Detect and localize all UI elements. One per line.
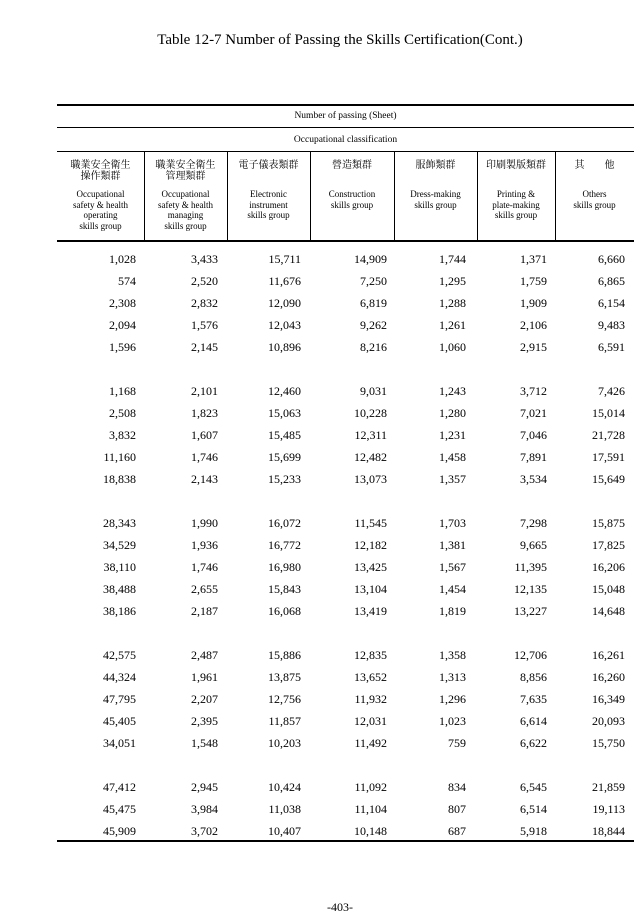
table-cell: 15,233 — [268, 472, 301, 486]
table-cell: 1,961 — [191, 670, 218, 684]
table-cell: 1,607 — [191, 428, 218, 442]
table-cell: 11,160 — [103, 450, 136, 464]
table-cell: 12,135 — [514, 582, 547, 596]
table-cell: 1,371 — [520, 252, 547, 266]
table-cell: 1,280 — [439, 406, 466, 420]
table-cell: 807 — [448, 802, 466, 816]
table-cell: 6,660 — [598, 252, 625, 266]
table-cell: 16,068 — [268, 604, 301, 618]
table-row — [57, 512, 634, 534]
table-cell: 19,113 — [592, 802, 625, 816]
table-cell: 34,051 — [103, 736, 136, 750]
table-cell: 1,746 — [191, 450, 218, 464]
table-cell: 7,891 — [520, 450, 547, 464]
table-cell: 2,520 — [191, 274, 218, 288]
table-cell: 14,648 — [592, 604, 625, 618]
table-cell: 1,296 — [439, 692, 466, 706]
column-header-en: Construction skills group — [328, 189, 376, 210]
table-cell: 2,207 — [191, 692, 218, 706]
table-cell: 9,262 — [360, 318, 387, 332]
page-number: -403- — [327, 900, 353, 914]
table-cell: 18,844 — [592, 824, 625, 838]
table-cell: 1,358 — [439, 648, 466, 662]
table-cell: 1,909 — [520, 296, 547, 310]
table-cell: 47,795 — [103, 692, 136, 706]
table-cell: 1,288 — [439, 296, 466, 310]
table-cell: 11,545 — [354, 516, 387, 530]
table-cell: 42,575 — [103, 648, 136, 662]
table-cell: 3,984 — [191, 802, 218, 816]
unit-label: Number of passing (Sheet) — [294, 111, 397, 121]
table-row — [57, 534, 634, 556]
table-row — [57, 336, 634, 358]
table-cell: 6,514 — [520, 802, 547, 816]
table-cell: 1,313 — [439, 670, 466, 684]
table-row — [57, 402, 634, 424]
table-row — [57, 710, 634, 732]
table-cell: 9,665 — [520, 538, 547, 552]
table-cell: 12,756 — [268, 692, 301, 706]
column-header-en: Electronic instrument skills group — [247, 189, 290, 220]
table-cell: 5,918 — [520, 824, 547, 838]
table-cell: 16,206 — [592, 560, 625, 574]
table-cell: 3,534 — [520, 472, 547, 486]
table-row — [57, 380, 634, 402]
table-row — [57, 556, 634, 578]
table-cell: 834 — [448, 780, 466, 794]
column-header-en: Dress-making skills group — [410, 189, 461, 210]
column-divider — [555, 152, 556, 240]
table-cell: 2,308 — [109, 296, 136, 310]
column-header-zh: 營造類群 — [332, 160, 372, 171]
table-row — [57, 468, 634, 490]
table-cell: 15,711 — [268, 252, 301, 266]
table-cell: 2,655 — [191, 582, 218, 596]
table-row — [57, 820, 634, 842]
table-cell: 1,357 — [439, 472, 466, 486]
table-cell: 1,023 — [439, 714, 466, 728]
table-cell: 1,548 — [191, 736, 218, 750]
table-row — [57, 732, 634, 754]
table-cell: 38,110 — [103, 560, 136, 574]
column-divider — [310, 152, 311, 240]
table-cell: 7,298 — [520, 516, 547, 530]
table-cell: 21,859 — [592, 780, 625, 794]
table-cell: 1,823 — [191, 406, 218, 420]
table-cell: 3,702 — [191, 824, 218, 838]
table-cell: 13,073 — [354, 472, 387, 486]
table-cell: 10,896 — [268, 340, 301, 354]
column-header-zh: 印刷製版類群 — [486, 160, 546, 171]
table-cell: 12,835 — [354, 648, 387, 662]
table-cell: 38,186 — [103, 604, 136, 618]
table-row — [57, 578, 634, 600]
table-cell: 44,324 — [103, 670, 136, 684]
table-cell: 6,865 — [598, 274, 625, 288]
column-header-zh: 職業安全衛生 管理類群 — [155, 160, 216, 182]
table-cell: 12,182 — [354, 538, 387, 552]
table-cell: 12,031 — [354, 714, 387, 728]
table-cell: 7,250 — [360, 274, 387, 288]
table-cell: 14,909 — [354, 252, 387, 266]
table-cell: 13,227 — [514, 604, 547, 618]
table-cell: 7,046 — [520, 428, 547, 442]
table-cell: 47,412 — [103, 780, 136, 794]
table-cell: 1,744 — [439, 252, 466, 266]
table-cell: 574 — [118, 274, 136, 288]
column-header-en: Occupational safety & health operating skills group — [73, 189, 128, 231]
table-cell: 15,699 — [268, 450, 301, 464]
column-header-en: Others skills group — [573, 189, 616, 210]
table-bottom-rule — [57, 840, 634, 842]
column-header-en: Printing & plate-making skills group — [492, 189, 540, 220]
column-divider — [394, 152, 395, 240]
classification-label: Occupational classification — [293, 135, 398, 145]
table-top-rule — [57, 104, 634, 106]
table-cell: 10,148 — [354, 824, 387, 838]
table-cell: 15,485 — [268, 428, 301, 442]
table-cell: 15,843 — [268, 582, 301, 596]
table-cell: 20,093 — [592, 714, 625, 728]
table-cell: 13,875 — [268, 670, 301, 684]
table-cell: 16,261 — [592, 648, 625, 662]
table-cell: 17,591 — [592, 450, 625, 464]
table-cell: 15,063 — [268, 406, 301, 420]
table-cell: 16,260 — [592, 670, 625, 684]
table-cell: 15,014 — [592, 406, 625, 420]
table-row — [57, 798, 634, 820]
table-cell: 11,395 — [514, 560, 547, 574]
table-cell: 6,545 — [520, 780, 547, 794]
table-cell: 2,508 — [109, 406, 136, 420]
table-cell: 1,703 — [439, 516, 466, 530]
header-divider — [57, 127, 634, 128]
table-cell: 3,433 — [191, 252, 218, 266]
table-cell: 10,203 — [268, 736, 301, 750]
table-cell: 1,819 — [439, 604, 466, 618]
table-cell: 17,825 — [592, 538, 625, 552]
table-cell: 1,028 — [109, 252, 136, 266]
table-cell: 1,381 — [439, 538, 466, 552]
table-cell: 12,482 — [354, 450, 387, 464]
table-cell: 1,936 — [191, 538, 218, 552]
table-cell: 6,614 — [520, 714, 547, 728]
table-cell: 7,635 — [520, 692, 547, 706]
table-cell: 12,706 — [514, 648, 547, 662]
table-cell: 15,750 — [592, 736, 625, 750]
column-divider — [144, 152, 145, 240]
table-cell: 9,031 — [360, 384, 387, 398]
table-cell: 759 — [448, 736, 466, 750]
table-row — [57, 688, 634, 710]
table-cell: 15,649 — [592, 472, 625, 486]
table-cell: 8,856 — [520, 670, 547, 684]
header-bottom-rule — [57, 240, 634, 242]
table-cell: 687 — [448, 824, 466, 838]
table-cell: 2,395 — [191, 714, 218, 728]
table-cell: 2,945 — [191, 780, 218, 794]
table-cell: 9,483 — [598, 318, 625, 332]
table-cell: 12,311 — [354, 428, 387, 442]
table-cell: 7,021 — [520, 406, 547, 420]
table-cell: 15,048 — [592, 582, 625, 596]
table-cell: 1,454 — [439, 582, 466, 596]
table-cell: 13,652 — [354, 670, 387, 684]
column-header-en: Occupational safety & health managing skills group — [158, 189, 213, 231]
table-row — [57, 248, 634, 270]
table-cell: 11,038 — [268, 802, 301, 816]
table-cell: 16,980 — [268, 560, 301, 574]
table-cell: 16,349 — [592, 692, 625, 706]
column-divider — [477, 152, 478, 240]
table-row — [57, 644, 634, 666]
table-cell: 11,092 — [354, 780, 387, 794]
table-cell: 10,228 — [354, 406, 387, 420]
table-cell: 12,043 — [268, 318, 301, 332]
page-title: Table 12-7 Number of Passing the Skills Certification(Cont.) — [157, 32, 523, 48]
table-cell: 2,832 — [191, 296, 218, 310]
table-cell: 1,261 — [439, 318, 466, 332]
table-cell: 2,145 — [191, 340, 218, 354]
table-cell: 16,772 — [268, 538, 301, 552]
table-cell: 11,676 — [268, 274, 301, 288]
table-row — [57, 424, 634, 446]
table-cell: 1,295 — [439, 274, 466, 288]
table-cell: 13,419 — [354, 604, 387, 618]
table-cell: 11,857 — [268, 714, 301, 728]
table-cell: 6,591 — [598, 340, 625, 354]
table-row — [57, 776, 634, 798]
table-cell: 11,492 — [354, 736, 387, 750]
table-cell: 15,886 — [268, 648, 301, 662]
table-row — [57, 666, 634, 688]
table-cell: 13,425 — [354, 560, 387, 574]
table-cell: 1,243 — [439, 384, 466, 398]
column-divider — [227, 152, 228, 240]
table-cell: 3,712 — [520, 384, 547, 398]
table-cell: 12,460 — [268, 384, 301, 398]
table-cell: 2,187 — [191, 604, 218, 618]
table-cell: 3,832 — [109, 428, 136, 442]
table-row — [57, 600, 634, 622]
table-cell: 34,529 — [103, 538, 136, 552]
table-cell: 6,819 — [360, 296, 387, 310]
table-cell: 45,475 — [103, 802, 136, 816]
table-cell: 2,094 — [109, 318, 136, 332]
table-row — [57, 446, 634, 468]
table-cell: 45,405 — [103, 714, 136, 728]
table-cell: 21,728 — [592, 428, 625, 442]
table-row — [57, 270, 634, 292]
table-cell: 16,072 — [268, 516, 301, 530]
table-cell: 1,990 — [191, 516, 218, 530]
table-cell: 2,143 — [191, 472, 218, 486]
table-cell: 10,407 — [268, 824, 301, 838]
table-cell: 6,622 — [520, 736, 547, 750]
table-cell: 6,154 — [598, 296, 625, 310]
table-cell: 1,567 — [439, 560, 466, 574]
table-cell: 10,424 — [268, 780, 301, 794]
table-cell: 38,488 — [103, 582, 136, 596]
table-cell: 1,231 — [439, 428, 466, 442]
column-header-zh: 服飾類群 — [415, 160, 456, 171]
table-cell: 1,576 — [191, 318, 218, 332]
table-cell: 2,915 — [520, 340, 547, 354]
table-row — [57, 314, 634, 336]
table-row — [57, 292, 634, 314]
table-cell: 2,101 — [191, 384, 218, 398]
table-cell: 1,458 — [439, 450, 466, 464]
table-cell: 1,759 — [520, 274, 547, 288]
column-header-zh: 其 他 — [574, 160, 615, 171]
table-cell: 11,104 — [354, 802, 387, 816]
table-cell: 28,343 — [103, 516, 136, 530]
table-cell: 2,106 — [520, 318, 547, 332]
table-cell: 13,104 — [354, 582, 387, 596]
table-cell: 11,932 — [354, 692, 387, 706]
table-cell: 12,090 — [268, 296, 301, 310]
table-cell: 1,168 — [109, 384, 136, 398]
column-header-zh: 電子儀表類群 — [238, 160, 299, 171]
table-cell: 45,909 — [103, 824, 136, 838]
table-cell: 1,746 — [191, 560, 218, 574]
table-cell: 1,060 — [439, 340, 466, 354]
table-cell: 8,216 — [360, 340, 387, 354]
table-cell: 7,426 — [598, 384, 625, 398]
table-cell: 18,838 — [103, 472, 136, 486]
column-header-zh: 職業安全衛生 操作類群 — [70, 160, 131, 182]
table-cell: 2,487 — [191, 648, 218, 662]
table-cell: 1,596 — [109, 340, 136, 354]
table-cell: 15,875 — [592, 516, 625, 530]
